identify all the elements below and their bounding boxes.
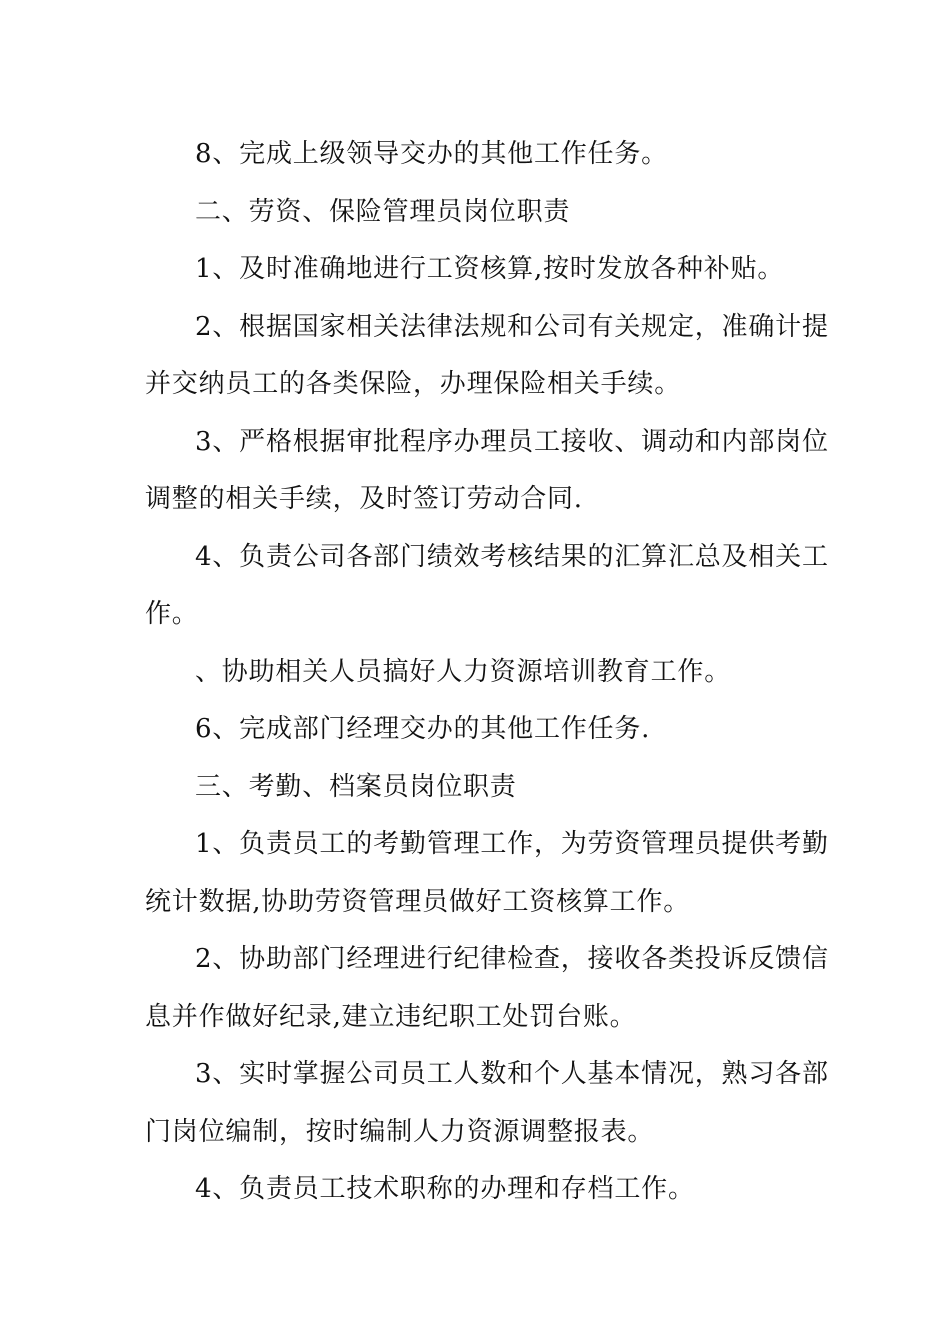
- paragraph-line: 2、根据国家相关法律法规和公司有关规定，准确计提: [195, 311, 829, 342]
- paragraph-line: 2、协助部门经理进行纪律检查，接收各类投诉反馈信: [195, 944, 829, 974]
- paragraph-line: 、协助相关人员搞好人力资源培训教育工作。: [195, 656, 732, 687]
- paragraph-line: 调整的相关手续，及时签订劳动合同.: [145, 484, 583, 514]
- paragraph-line: 4、负责员工技术职称的办理和存档工作。: [195, 1174, 695, 1204]
- document-body: [145, 126, 829, 1219]
- paragraph-line: 6、完成部门经理交办的其他工作任务.: [195, 714, 651, 744]
- paragraph-line: 息并作做好纪录,建立违纪职工处罚台账。: [145, 1001, 637, 1032]
- section-heading: 二、劳资、保险管理员岗位职责: [195, 196, 571, 227]
- paragraph-line: 8、完成上级领导交办的其他工作任务。: [195, 139, 668, 169]
- paragraph-line: 统计数据,协助劳资管理员做好工资核算工作。: [145, 886, 691, 917]
- paragraph-line: 4、负责公司各部门绩效考核结果的汇算汇总及相关工: [195, 541, 829, 572]
- paragraph-line: 门岗位编制，按时编制人力资源调整报表。: [145, 1116, 655, 1147]
- paragraph-line: 作。: [145, 599, 199, 629]
- paragraph-line: 并交纳员工的各类保险，办理保险相关手续。: [145, 369, 682, 399]
- paragraph-line: 3、严格根据审批程序办理员工接收、调动和内部岗位: [195, 426, 829, 457]
- paragraph-line: 1、及时准确地进行工资核算,按时发放各种补贴。: [195, 254, 785, 284]
- paragraph-line: 1、负责员工的考勤管理工作，为劳资管理员提供考勤: [195, 829, 829, 859]
- paragraph-line: 3、实时掌握公司员工人数和个人基本情况，熟习各部: [195, 1059, 829, 1089]
- section-heading: 三、考勤、档案员岗位职责: [195, 771, 517, 802]
